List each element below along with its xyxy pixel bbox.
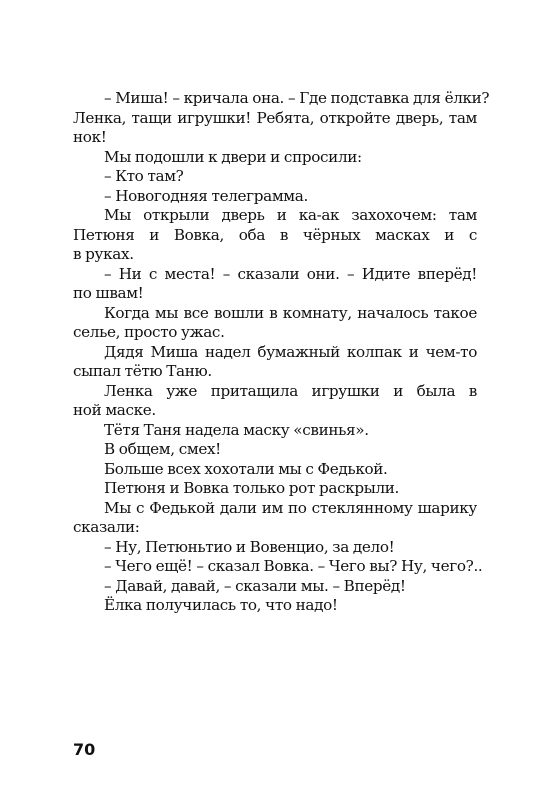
text-line: – Кто там? xyxy=(104,167,184,185)
text-line: селье, просто ужас. xyxy=(73,323,225,341)
text-line: Ленка, тащи игрушки! Ребята, откройте дверь, там xyxy=(73,108,477,127)
text-line: сыпал тётю Таню. xyxy=(73,362,212,380)
text-line: – Миша! – кричала она. – Где подставка для ёлки? xyxy=(104,89,490,107)
text-line: Мы открыли дверь и ка-ак захохочем: там xyxy=(104,206,477,224)
page-number: 70 xyxy=(73,740,96,759)
story-text xyxy=(73,89,490,616)
text-line: В общем, смех! xyxy=(104,440,221,458)
text-line: Петюня и Вовка, оба в чёрных масках и с xyxy=(73,225,477,244)
text-line: сказали: xyxy=(73,518,140,536)
text-line: ной маске. xyxy=(73,401,156,419)
text-line: Больше всех хохотали мы с Федькой. xyxy=(104,459,388,478)
text-line: – Давай, давай, – сказали мы. – Вперёд! xyxy=(104,576,406,595)
text-line: Дядя Миша надел бумажный колпак и чем-то xyxy=(104,342,477,361)
text-line: по швам! xyxy=(73,284,144,302)
text-line: – Чего ещё! – сказал Вовка. – Чего вы? Ну, чего?.. xyxy=(104,557,483,575)
text-line: Ленка уже притащила игрушки и была в xyxy=(104,381,477,400)
text-line: нок! xyxy=(73,128,107,146)
text-line: – Новогодняя телеграмма. xyxy=(104,186,308,205)
text-line: Мы с Федькой дали им по стеклянному шарику xyxy=(104,498,477,517)
text-line: Петюня и Вовка только рот раскрыли. xyxy=(104,479,400,497)
text-line: в руках. xyxy=(73,245,134,263)
text-line: Тётя Таня надела маску «свинья». xyxy=(104,420,369,439)
text-line: – Ни с места! – сказали они. – Идите вперёд! xyxy=(104,264,477,283)
text-line: Мы подошли к двери и спросили: xyxy=(104,147,362,166)
text-line: Когда мы все вошли в комнату, началось такое xyxy=(104,303,477,322)
text-line: – Ну, Петюньтио и Вовенцио, за дело! xyxy=(104,537,395,556)
text-line: Ёлка получилась то, что надо! xyxy=(104,596,338,614)
